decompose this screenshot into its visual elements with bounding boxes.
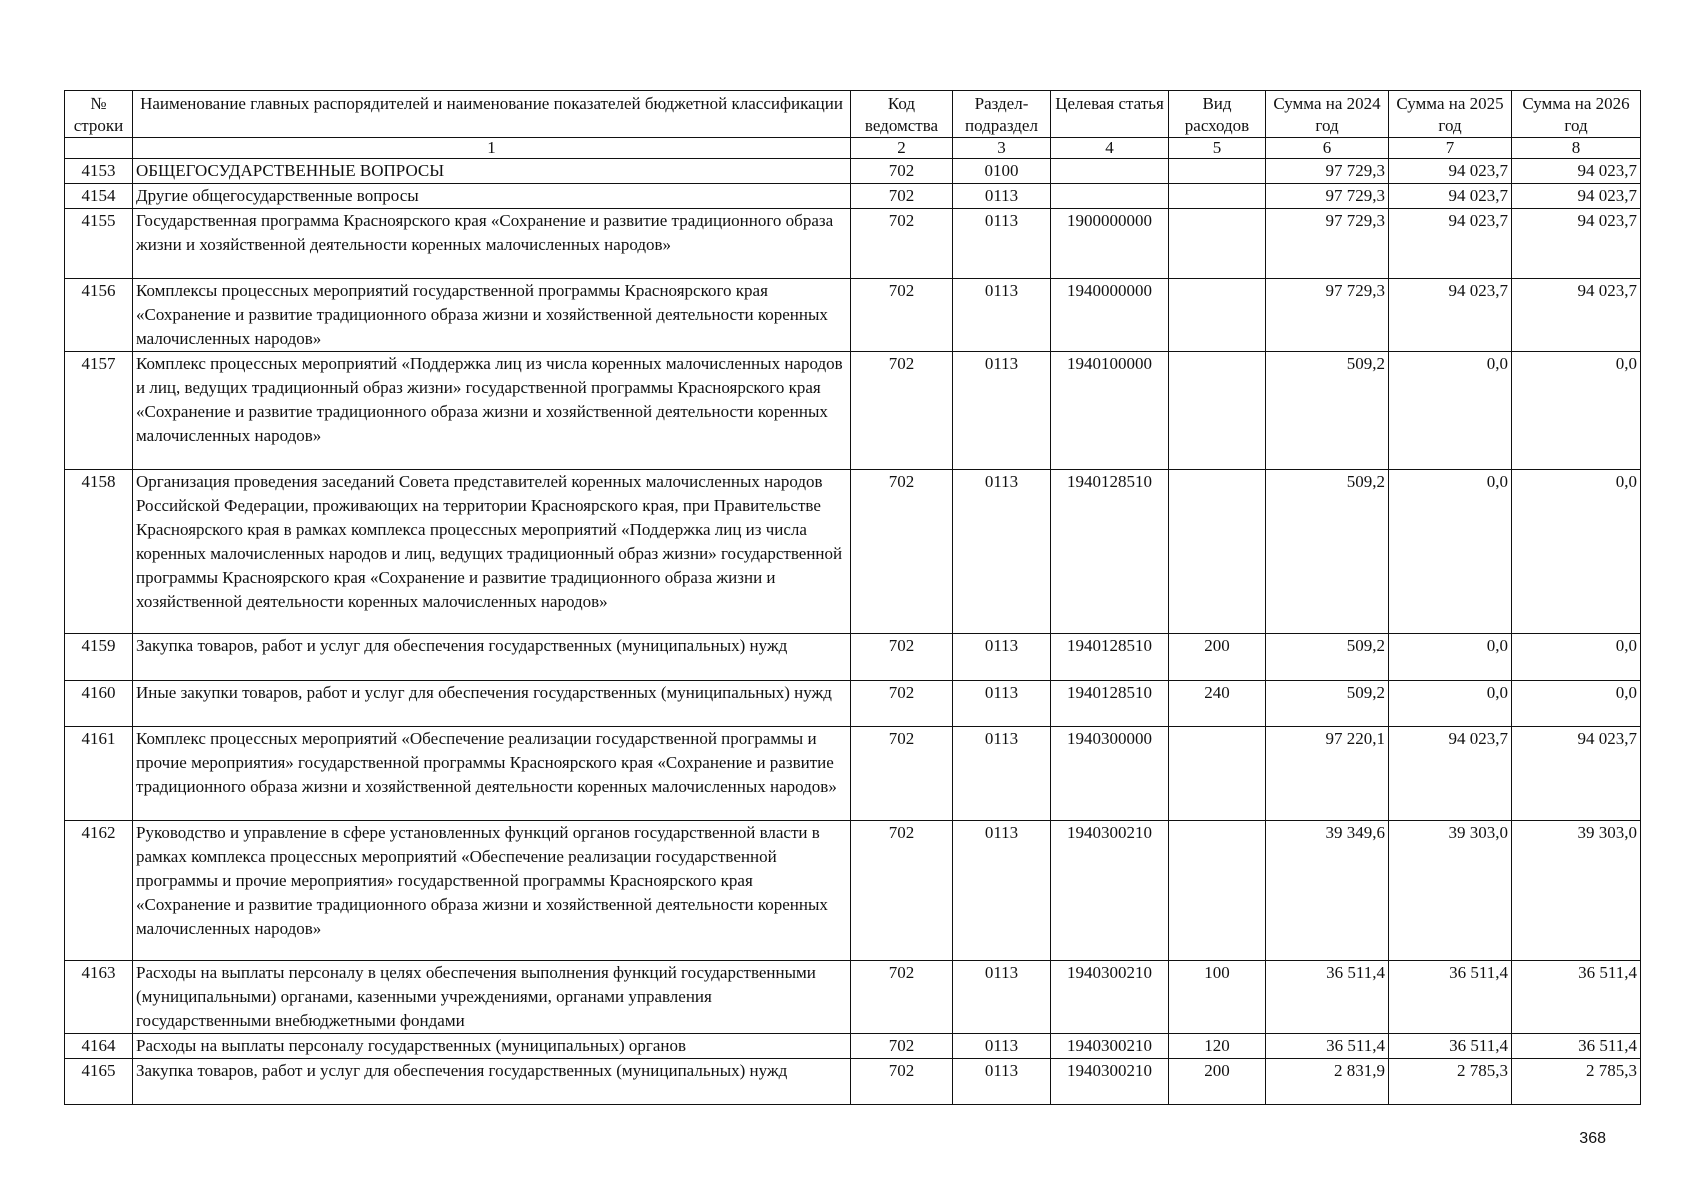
row-number: 4157	[65, 352, 133, 470]
row-sum-2024: 509,2	[1266, 634, 1389, 681]
row-target-article: 1940300210	[1051, 1059, 1169, 1105]
table-row	[65, 727, 1641, 821]
row-sum-2026: 94 023,7	[1512, 184, 1641, 209]
table-row	[65, 634, 1641, 681]
budget-table	[64, 90, 1641, 1105]
row-dept-code: 702	[851, 209, 953, 279]
table-row	[65, 1034, 1641, 1059]
row-sum-2025: 39 303,0	[1389, 821, 1512, 961]
row-sum-2024: 2 831,9	[1266, 1059, 1389, 1105]
header-name: Наименование главных распорядителей и наименование показателей бюджетной классификации	[133, 91, 851, 138]
row-sum-2025: 0,0	[1389, 470, 1512, 634]
row-sum-2024: 97 729,3	[1266, 209, 1389, 279]
row-sum-2024: 39 349,6	[1266, 821, 1389, 961]
row-expense-type	[1169, 470, 1266, 634]
row-section: 0113	[953, 727, 1051, 821]
table-row	[65, 470, 1641, 634]
row-section: 0113	[953, 961, 1051, 1034]
row-sum-2024: 509,2	[1266, 470, 1389, 634]
row-expense-type: 120	[1169, 1034, 1266, 1059]
row-sum-2026: 94 023,7	[1512, 279, 1641, 352]
row-expense-type	[1169, 279, 1266, 352]
column-number: 6	[1266, 138, 1389, 159]
column-number: 4	[1051, 138, 1169, 159]
row-dept-code: 702	[851, 184, 953, 209]
column-number: 7	[1389, 138, 1512, 159]
row-sum-2025: 36 511,4	[1389, 1034, 1512, 1059]
row-target-article: 1940300210	[1051, 821, 1169, 961]
row-sum-2026: 2 785,3	[1512, 1059, 1641, 1105]
row-dept-code: 702	[851, 1059, 953, 1105]
row-sum-2024: 509,2	[1266, 681, 1389, 727]
row-sum-2024: 509,2	[1266, 352, 1389, 470]
table-row	[65, 821, 1641, 961]
row-dept-code: 702	[851, 352, 953, 470]
row-sum-2026: 0,0	[1512, 352, 1641, 470]
row-sum-2024: 97 729,3	[1266, 184, 1389, 209]
row-sum-2025: 0,0	[1389, 681, 1512, 727]
row-number: 4159	[65, 634, 133, 681]
row-section: 0113	[953, 184, 1051, 209]
row-name: Комплекс процессных мероприятий «Обеспечение реализации государственной программы и прочие мероприятия» государственной программы Красноярского края «Сохранение и развитие традиционного образа жизни и хозяйственной деятельности коренных малочисленных народов»	[133, 727, 851, 821]
row-expense-type	[1169, 821, 1266, 961]
row-section: 0113	[953, 681, 1051, 727]
row-sum-2026: 0,0	[1512, 470, 1641, 634]
row-expense-type: 200	[1169, 634, 1266, 681]
row-sum-2026: 94 023,7	[1512, 727, 1641, 821]
row-sum-2026: 36 511,4	[1512, 1034, 1641, 1059]
row-dept-code: 702	[851, 279, 953, 352]
row-target-article: 1940300210	[1051, 1034, 1169, 1059]
header-expense-type: Вид расходов	[1169, 91, 1266, 138]
row-sum-2025: 94 023,7	[1389, 184, 1512, 209]
row-section: 0113	[953, 634, 1051, 681]
row-section: 0113	[953, 1034, 1051, 1059]
row-expense-type	[1169, 209, 1266, 279]
row-dept-code: 702	[851, 727, 953, 821]
row-expense-type	[1169, 159, 1266, 184]
row-expense-type	[1169, 352, 1266, 470]
row-section: 0113	[953, 470, 1051, 634]
row-target-article: 1900000000	[1051, 209, 1169, 279]
row-number: 4154	[65, 184, 133, 209]
row-sum-2026: 36 511,4	[1512, 961, 1641, 1034]
header-sum-2026: Сумма на 2026 год	[1512, 91, 1641, 138]
row-sum-2025: 94 023,7	[1389, 159, 1512, 184]
row-sum-2025: 2 785,3	[1389, 1059, 1512, 1105]
table-row	[65, 279, 1641, 352]
row-dept-code: 702	[851, 634, 953, 681]
row-target-article: 1940300000	[1051, 727, 1169, 821]
row-section: 0113	[953, 352, 1051, 470]
row-number: 4164	[65, 1034, 133, 1059]
row-number: 4163	[65, 961, 133, 1034]
row-name: Комплексы процессных мероприятий государственной программы Красноярского края «Сохранение и развитие традиционного образа жизни и хозяйственной деятельности коренных малочисленных народов»	[133, 279, 851, 352]
row-number: 4156	[65, 279, 133, 352]
header-dept-code: Код ведомства	[851, 91, 953, 138]
row-sum-2025: 0,0	[1389, 352, 1512, 470]
row-section: 0100	[953, 159, 1051, 184]
row-sum-2025: 0,0	[1389, 634, 1512, 681]
row-target-article: 1940300210	[1051, 961, 1169, 1034]
table-body	[65, 159, 1641, 1105]
row-name: Комплекс процессных мероприятий «Поддержка лиц из числа коренных малочисленных народов и лиц, ведущих традиционный образ жизни» государственной программы Красноярского края «Сохранение и развитие традиционного образа жизни и хозяйственной деятельности коренных малочисленных народов»	[133, 352, 851, 470]
row-number: 4165	[65, 1059, 133, 1105]
column-number: 2	[851, 138, 953, 159]
row-sum-2026: 39 303,0	[1512, 821, 1641, 961]
row-name: Другие общегосударственные вопросы	[133, 184, 851, 209]
row-sum-2025: 94 023,7	[1389, 279, 1512, 352]
row-number: 4155	[65, 209, 133, 279]
row-section: 0113	[953, 279, 1051, 352]
header-row-no: № строки	[65, 91, 133, 138]
column-number: 5	[1169, 138, 1266, 159]
row-target-article	[1051, 184, 1169, 209]
row-number: 4161	[65, 727, 133, 821]
row-name: Государственная программа Красноярского края «Сохранение и развитие традиционного образа жизни и хозяйственной деятельности коренных малочисленных народов»	[133, 209, 851, 279]
table-row	[65, 184, 1641, 209]
row-target-article	[1051, 159, 1169, 184]
row-section: 0113	[953, 209, 1051, 279]
row-dept-code: 702	[851, 1034, 953, 1059]
column-number-blank	[65, 138, 133, 159]
row-expense-type	[1169, 184, 1266, 209]
table-row	[65, 1059, 1641, 1105]
row-expense-type: 240	[1169, 681, 1266, 727]
row-sum-2025: 36 511,4	[1389, 961, 1512, 1034]
column-number: 1	[133, 138, 851, 159]
row-target-article: 1940128510	[1051, 634, 1169, 681]
row-sum-2026: 94 023,7	[1512, 209, 1641, 279]
row-section: 0113	[953, 1059, 1051, 1105]
row-dept-code: 702	[851, 961, 953, 1034]
row-dept-code: 702	[851, 821, 953, 961]
page-number: 368	[1579, 1130, 1606, 1147]
row-name: Организация проведения заседаний Совета представителей коренных малочисленных народов Российской Федерации, проживающих на территории Красноярского края, при Правительстве Красноярского края в рамках комплекса процессных мероприятий «Поддержка лиц из числа коренных малочисленных народов и лиц, ведущих традиционный образ жизни» государственной программы Красноярского края «Сохранение и развитие традиционного образа жизни и хозяйственной деятельности коренных малочисленных народов»	[133, 470, 851, 634]
row-dept-code: 702	[851, 159, 953, 184]
row-sum-2024: 36 511,4	[1266, 1034, 1389, 1059]
row-dept-code: 702	[851, 470, 953, 634]
table-row	[65, 681, 1641, 727]
row-dept-code: 702	[851, 681, 953, 727]
row-name: ОБЩЕГОСУДАРСТВЕННЫЕ ВОПРОСЫ	[133, 159, 851, 184]
row-sum-2024: 97 729,3	[1266, 159, 1389, 184]
table-row	[65, 209, 1641, 279]
column-number: 8	[1512, 138, 1641, 159]
row-sum-2026: 94 023,7	[1512, 159, 1641, 184]
row-expense-type	[1169, 727, 1266, 821]
row-expense-type: 200	[1169, 1059, 1266, 1105]
row-number: 4158	[65, 470, 133, 634]
row-target-article: 1940100000	[1051, 352, 1169, 470]
row-sum-2025: 94 023,7	[1389, 727, 1512, 821]
column-numbers-row	[65, 138, 1641, 159]
row-sum-2024: 36 511,4	[1266, 961, 1389, 1034]
row-expense-type: 100	[1169, 961, 1266, 1034]
row-sum-2025: 94 023,7	[1389, 209, 1512, 279]
row-name: Иные закупки товаров, работ и услуг для обеспечения государственных (муниципальных) нужд	[133, 681, 851, 727]
header-row	[65, 91, 1641, 138]
row-sum-2026: 0,0	[1512, 634, 1641, 681]
row-target-article: 1940128510	[1051, 470, 1169, 634]
header-sum-2024: Сумма на 2024 год	[1266, 91, 1389, 138]
header-sum-2025: Сумма на 2025 год	[1389, 91, 1512, 138]
table-row	[65, 352, 1641, 470]
column-number: 3	[953, 138, 1051, 159]
row-name: Закупка товаров, работ и услуг для обеспечения государственных (муниципальных) нужд	[133, 634, 851, 681]
row-sum-2024: 97 220,1	[1266, 727, 1389, 821]
table-row	[65, 159, 1641, 184]
header-target-article: Целевая статья	[1051, 91, 1169, 138]
row-sum-2026: 0,0	[1512, 681, 1641, 727]
row-name: Руководство и управление в сфере установленных функций органов государственной власти в рамках комплекса процессных мероприятий «Обеспечение реализации государственной программы и прочие мероприятия» государственной программы Красноярского края «Сохранение и развитие традиционного образа жизни и хозяйственной деятельности коренных малочисленных народов»	[133, 821, 851, 961]
row-name: Расходы на выплаты персоналу в целях обеспечения выполнения функций государственными (муниципальными) органами, казенными учреждениями, органами управления государственными внебюджетными фондами	[133, 961, 851, 1034]
row-number: 4153	[65, 159, 133, 184]
row-number: 4160	[65, 681, 133, 727]
table-row	[65, 961, 1641, 1034]
row-target-article: 1940000000	[1051, 279, 1169, 352]
row-name: Расходы на выплаты персоналу государственных (муниципальных) органов	[133, 1034, 851, 1059]
row-sum-2024: 97 729,3	[1266, 279, 1389, 352]
row-section: 0113	[953, 821, 1051, 961]
row-number: 4162	[65, 821, 133, 961]
row-target-article: 1940128510	[1051, 681, 1169, 727]
row-name: Закупка товаров, работ и услуг для обеспечения государственных (муниципальных) нужд	[133, 1059, 851, 1105]
header-section: Раздел-подраздел	[953, 91, 1051, 138]
